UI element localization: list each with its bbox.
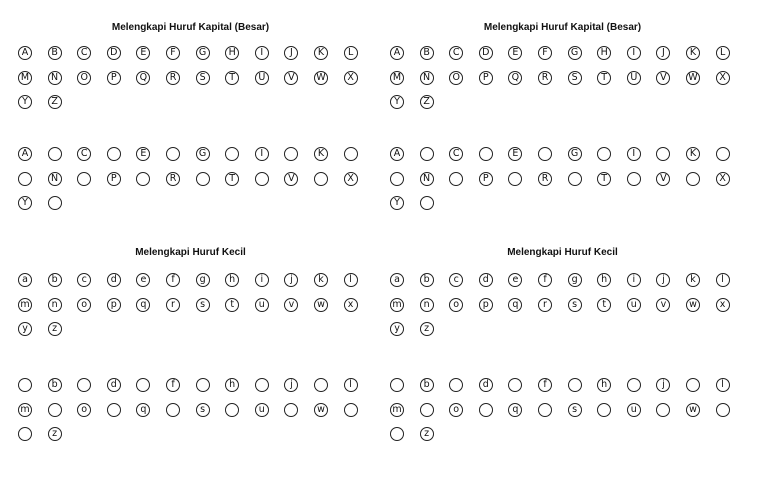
blank-letter-circle <box>225 403 239 417</box>
letter-circle: E <box>136 147 150 161</box>
letter-circle: u <box>627 403 641 417</box>
letter-circle: g <box>568 273 582 287</box>
letter-circle: y <box>18 322 32 336</box>
letter-circle: m <box>18 403 32 417</box>
letter-circle: T <box>597 71 611 85</box>
letter-circle: T <box>597 172 611 186</box>
letter-circle: M <box>390 71 404 85</box>
letter-circle: U <box>627 71 641 85</box>
blank-letter-circle <box>107 147 121 161</box>
blank-letter-circle <box>597 147 611 161</box>
letter-circle: C <box>449 46 463 60</box>
letter-circle: c <box>449 273 463 287</box>
blank-letter-circle <box>656 403 670 417</box>
letter-circle: T <box>225 71 239 85</box>
blank-letter-circle <box>420 403 434 417</box>
section-title: Melengkapi Huruf Kapital (Besar) <box>111 22 270 33</box>
letter-circle: j <box>284 378 298 392</box>
letter-circle: u <box>627 298 641 312</box>
letter-circle: t <box>225 298 239 312</box>
letter-circle: m <box>390 298 404 312</box>
letter-circle: q <box>508 298 522 312</box>
letter-circle: G <box>568 147 582 161</box>
letter-circle: l <box>716 378 730 392</box>
letter-circle: o <box>449 403 463 417</box>
blank-letter-circle <box>18 172 32 186</box>
blank-letter-circle <box>48 147 62 161</box>
blank-letter-circle <box>508 378 522 392</box>
letter-circle: E <box>136 46 150 60</box>
blank-letter-circle <box>508 172 522 186</box>
letter-circle: s <box>196 403 210 417</box>
letter-circle: N <box>420 71 434 85</box>
letter-circle: N <box>420 172 434 186</box>
letter-circle: Q <box>508 71 522 85</box>
letter-circle: Y <box>390 95 404 109</box>
panel-uppercase-right <box>390 22 735 222</box>
blank-letter-circle <box>479 147 493 161</box>
blank-letter-circle <box>716 403 730 417</box>
blank-letter-circle <box>449 378 463 392</box>
blank-letter-circle <box>225 147 239 161</box>
letter-circle: X <box>344 71 358 85</box>
letter-circle: S <box>196 71 210 85</box>
letter-circle: A <box>18 46 32 60</box>
letter-circle: M <box>18 71 32 85</box>
letter-circle: R <box>166 71 180 85</box>
letter-circle: V <box>284 71 298 85</box>
blank-letter-circle <box>597 403 611 417</box>
letter-circle: b <box>420 273 434 287</box>
letter-circle: l <box>716 273 730 287</box>
letter-circle: N <box>48 172 62 186</box>
letter-circle: L <box>716 46 730 60</box>
letter-circle: q <box>136 298 150 312</box>
letter-circle: b <box>48 273 62 287</box>
letter-circle: V <box>656 172 670 186</box>
blank-letter-circle <box>716 147 730 161</box>
letter-circle: A <box>390 147 404 161</box>
letter-circle: z <box>420 427 434 441</box>
blank-letter-circle <box>136 172 150 186</box>
letter-circle: f <box>166 273 180 287</box>
letter-circle: s <box>568 403 582 417</box>
letter-circle: o <box>449 298 463 312</box>
letter-circle: Z <box>48 95 62 109</box>
letter-circle: m <box>18 298 32 312</box>
letter-circle: q <box>508 403 522 417</box>
letter-circle: h <box>597 273 611 287</box>
letter-circle: j <box>656 378 670 392</box>
letter-circle: z <box>420 322 434 336</box>
letter-circle: l <box>344 273 358 287</box>
blank-letter-circle <box>255 378 269 392</box>
blank-letter-circle <box>344 403 358 417</box>
blank-letter-circle <box>255 172 269 186</box>
blank-letter-circle <box>627 378 641 392</box>
letter-circle: p <box>479 298 493 312</box>
letter-circle: h <box>597 378 611 392</box>
letter-circle: X <box>716 172 730 186</box>
letter-circle: l <box>344 378 358 392</box>
blank-letter-circle <box>48 403 62 417</box>
letter-circle: R <box>538 172 552 186</box>
blank-letter-circle <box>568 172 582 186</box>
section-title: Melengkapi Huruf Kecil <box>507 247 618 258</box>
letter-circle: d <box>107 378 121 392</box>
letter-circle: G <box>568 46 582 60</box>
letter-circle: u <box>255 403 269 417</box>
letter-circle: h <box>225 273 239 287</box>
blank-letter-circle <box>538 403 552 417</box>
letter-circle: b <box>48 378 62 392</box>
letter-circle: f <box>166 378 180 392</box>
letter-circle: W <box>686 71 700 85</box>
letter-circle: R <box>166 172 180 186</box>
letter-circle: B <box>420 46 434 60</box>
blank-letter-circle <box>284 403 298 417</box>
blank-letter-circle <box>479 403 493 417</box>
blank-letter-circle <box>196 172 210 186</box>
letter-circle: C <box>449 147 463 161</box>
letter-circle: h <box>225 378 239 392</box>
blank-letter-circle <box>390 427 404 441</box>
blank-letter-circle <box>48 196 62 210</box>
letter-circle: i <box>627 273 641 287</box>
letter-circle: K <box>686 46 700 60</box>
letter-circle: r <box>166 298 180 312</box>
blank-letter-circle <box>420 196 434 210</box>
letter-circle: X <box>344 172 358 186</box>
letter-circle: g <box>196 273 210 287</box>
blank-letter-circle <box>568 378 582 392</box>
letter-circle: e <box>508 273 522 287</box>
letter-circle: P <box>107 172 121 186</box>
letter-circle: c <box>77 273 91 287</box>
letter-circle: p <box>107 298 121 312</box>
panel-lowercase-right <box>390 247 735 457</box>
letter-circle: Y <box>390 196 404 210</box>
blank-letter-circle <box>107 403 121 417</box>
letter-circle: J <box>656 46 670 60</box>
letter-circle: P <box>479 71 493 85</box>
letter-circle: j <box>656 273 670 287</box>
section-title: Melengkapi Huruf Kecil <box>135 247 246 258</box>
letter-circle: b <box>420 378 434 392</box>
letter-circle: w <box>314 298 328 312</box>
letter-circle: F <box>538 46 552 60</box>
letter-circle: Z <box>420 95 434 109</box>
blank-letter-circle <box>420 147 434 161</box>
blank-letter-circle <box>77 172 91 186</box>
blank-letter-circle <box>449 172 463 186</box>
blank-letter-circle <box>18 427 32 441</box>
letter-circle: P <box>107 71 121 85</box>
letter-circle: a <box>18 273 32 287</box>
letter-circle: d <box>479 378 493 392</box>
letter-circle: D <box>107 46 121 60</box>
letter-circle: J <box>284 46 298 60</box>
letter-circle: V <box>284 172 298 186</box>
letter-circle: y <box>390 322 404 336</box>
letter-circle: k <box>314 273 328 287</box>
blank-letter-circle <box>390 378 404 392</box>
blank-letter-circle <box>686 378 700 392</box>
letter-circle: A <box>18 147 32 161</box>
letter-circle: v <box>284 298 298 312</box>
blank-letter-circle <box>314 378 328 392</box>
blank-letter-circle <box>77 378 91 392</box>
section-title: Melengkapi Huruf Kapital (Besar) <box>483 22 642 33</box>
letter-circle: R <box>538 71 552 85</box>
panel-lowercase-left <box>18 247 363 457</box>
blank-letter-circle <box>390 172 404 186</box>
blank-letter-circle <box>166 403 180 417</box>
letter-circle: F <box>166 46 180 60</box>
letter-circle: d <box>107 273 121 287</box>
letter-circle: f <box>538 378 552 392</box>
letter-circle: z <box>48 427 62 441</box>
letter-circle: O <box>77 71 91 85</box>
blank-letter-circle <box>686 172 700 186</box>
letter-circle: n <box>48 298 62 312</box>
letter-circle: e <box>136 273 150 287</box>
blank-letter-circle <box>284 147 298 161</box>
letter-circle: D <box>479 46 493 60</box>
blank-letter-circle <box>538 147 552 161</box>
letter-circle: S <box>568 71 582 85</box>
letter-circle: t <box>597 298 611 312</box>
letter-circle: Y <box>18 196 32 210</box>
panel-uppercase-left <box>18 22 363 222</box>
letter-circle: V <box>656 71 670 85</box>
letter-circle: u <box>255 298 269 312</box>
letter-circle: m <box>390 403 404 417</box>
letter-circle: I <box>627 46 641 60</box>
blank-letter-circle <box>136 378 150 392</box>
letter-circle: U <box>255 71 269 85</box>
letter-circle: s <box>196 298 210 312</box>
letter-circle: x <box>344 298 358 312</box>
blank-letter-circle <box>166 147 180 161</box>
letter-circle: K <box>314 46 328 60</box>
letter-circle: j <box>284 273 298 287</box>
letter-circle: L <box>344 46 358 60</box>
blank-letter-circle <box>344 147 358 161</box>
letter-circle: d <box>479 273 493 287</box>
letter-circle: w <box>314 403 328 417</box>
letter-circle: E <box>508 46 522 60</box>
letter-circle: o <box>77 403 91 417</box>
letter-circle: C <box>77 147 91 161</box>
letter-circle: H <box>225 46 239 60</box>
letter-circle: f <box>538 273 552 287</box>
blank-letter-circle <box>627 172 641 186</box>
letter-circle: s <box>568 298 582 312</box>
letter-circle: K <box>314 147 328 161</box>
blank-letter-circle <box>314 172 328 186</box>
letter-circle: x <box>716 298 730 312</box>
letter-circle: E <box>508 147 522 161</box>
letter-circle: A <box>390 46 404 60</box>
letter-circle: H <box>597 46 611 60</box>
letter-circle: I <box>627 147 641 161</box>
letter-circle: B <box>48 46 62 60</box>
letter-circle: P <box>479 172 493 186</box>
letter-circle: Q <box>136 71 150 85</box>
letter-circle: n <box>420 298 434 312</box>
letter-circle: w <box>686 298 700 312</box>
letter-circle: v <box>656 298 670 312</box>
letter-circle: k <box>686 273 700 287</box>
letter-circle: r <box>538 298 552 312</box>
letter-circle: q <box>136 403 150 417</box>
letter-circle: I <box>255 147 269 161</box>
letter-circle: Y <box>18 95 32 109</box>
letter-circle: K <box>686 147 700 161</box>
letter-circle: I <box>255 46 269 60</box>
letter-circle: G <box>196 46 210 60</box>
letter-circle: W <box>314 71 328 85</box>
letter-circle: o <box>77 298 91 312</box>
letter-circle: a <box>390 273 404 287</box>
letter-circle: X <box>716 71 730 85</box>
letter-circle: z <box>48 322 62 336</box>
letter-circle: i <box>255 273 269 287</box>
letter-circle: G <box>196 147 210 161</box>
letter-circle: w <box>686 403 700 417</box>
blank-letter-circle <box>196 378 210 392</box>
blank-letter-circle <box>656 147 670 161</box>
letter-circle: T <box>225 172 239 186</box>
letter-circle: C <box>77 46 91 60</box>
letter-circle: O <box>449 71 463 85</box>
blank-letter-circle <box>18 378 32 392</box>
letter-circle: N <box>48 71 62 85</box>
